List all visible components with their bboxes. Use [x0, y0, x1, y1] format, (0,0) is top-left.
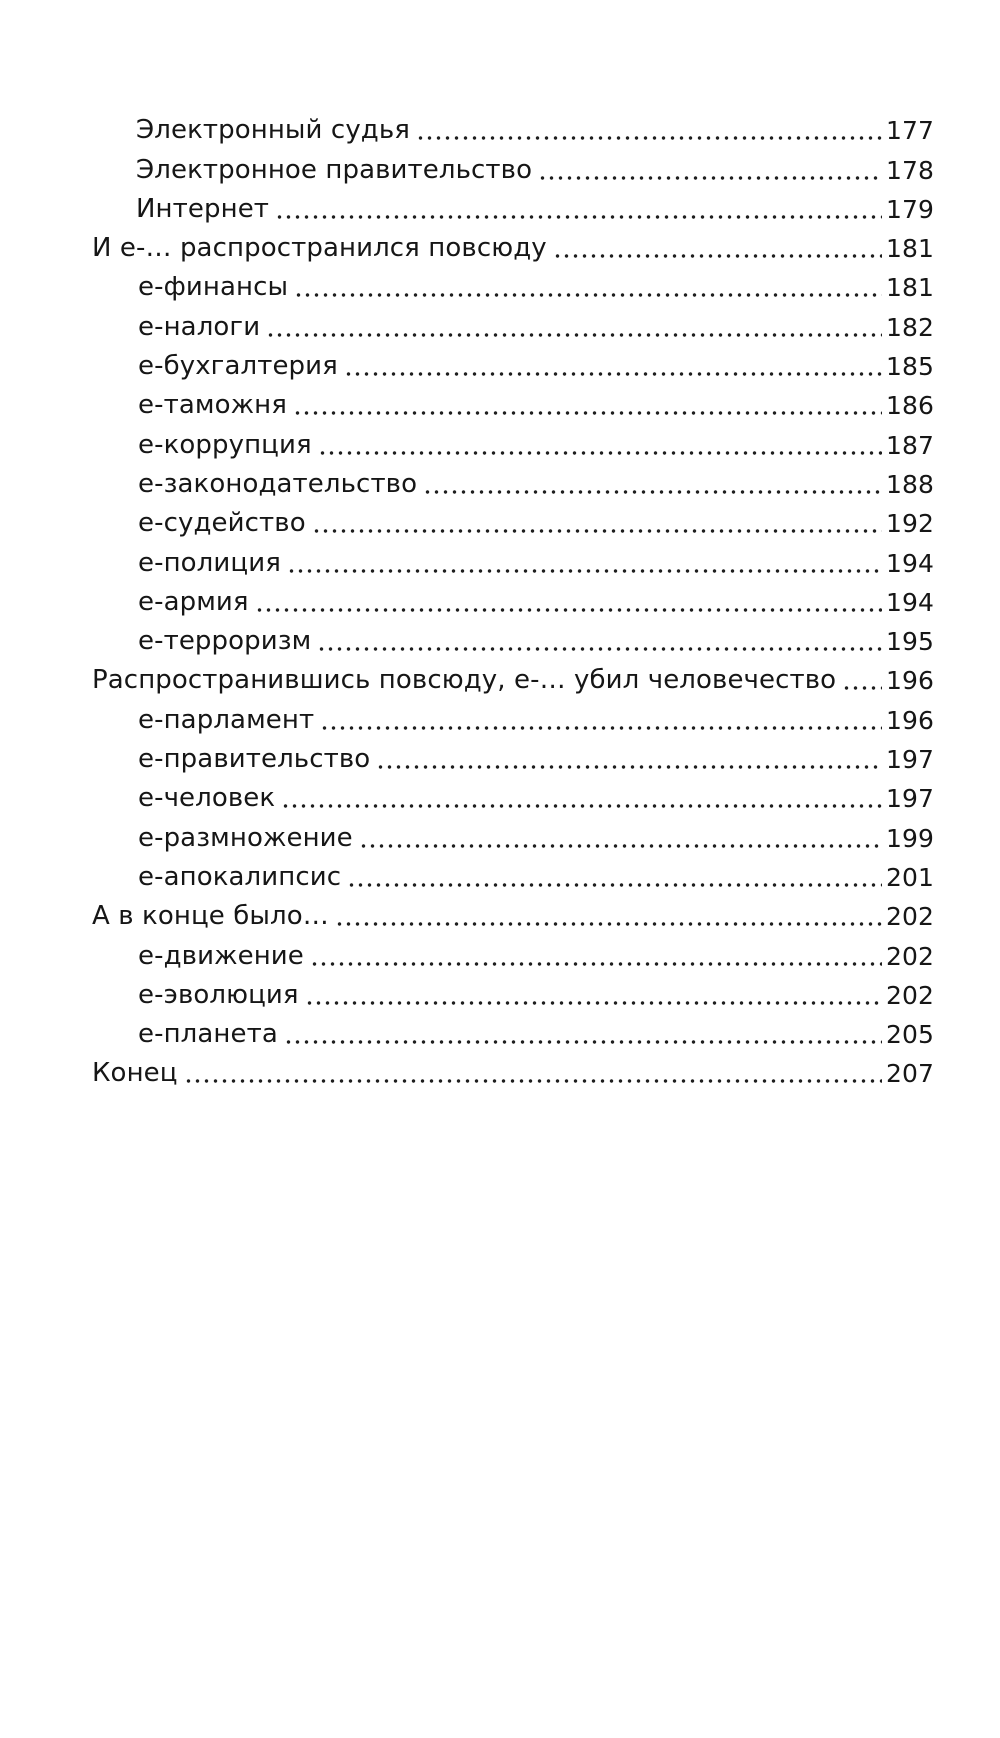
toc-entry-title: е-судейство: [138, 508, 306, 539]
dot-leader: [275, 194, 882, 220]
dot-leader: [318, 430, 882, 456]
toc-chapter-title: И е-… распространился повсюду: [92, 233, 547, 264]
dot-leader: [284, 1019, 882, 1045]
toc-entry[interactable]: [92, 693, 934, 735]
toc-entry-page: 205: [885, 1020, 934, 1050]
toc-chapter-page: 181: [885, 234, 934, 264]
toc-entry[interactable]: [92, 1008, 934, 1050]
dot-leader: [842, 665, 882, 691]
dot-leader: [305, 980, 882, 1006]
toc-entry-page: 197: [885, 745, 934, 775]
toc-chapter-page: 207: [885, 1059, 934, 1089]
toc-chapter-title: Конец: [92, 1058, 178, 1089]
toc-entry-page: 192: [885, 509, 934, 539]
toc-entry[interactable]: [92, 497, 934, 539]
dot-leader: [310, 941, 882, 967]
dot-leader: [376, 744, 882, 770]
toc-entry-title: е-армия: [138, 586, 249, 617]
toc-entry-title: е-полиция: [138, 547, 281, 578]
toc-entry-title: е-финансы: [138, 272, 289, 303]
toc-chapter-title: А в конце было…: [92, 901, 329, 932]
toc-entry-title: е-правительство: [138, 744, 371, 775]
toc-entry-page: 178: [885, 155, 934, 185]
toc-entry[interactable]: [92, 183, 934, 222]
dot-leader: [320, 705, 882, 731]
toc-entry-page: 194: [885, 587, 934, 617]
toc-entry[interactable]: [92, 379, 934, 421]
toc-entry-page: 181: [885, 273, 934, 303]
dot-leader: [359, 823, 882, 849]
toc-entry-page: 186: [885, 391, 934, 421]
toc-entry[interactable]: [92, 104, 934, 146]
toc-entry[interactable]: [92, 851, 934, 890]
toc-entry-title: е-парламент: [138, 704, 315, 735]
toc-entry-title: е-размножение: [138, 822, 353, 853]
table-of-contents: [92, 104, 934, 1089]
toc-entry-title: е-движение: [138, 940, 304, 971]
toc-chapter[interactable]: [92, 222, 934, 264]
toc-entry[interactable]: [92, 811, 934, 853]
toc-entry-title: е-налоги: [138, 311, 261, 342]
toc-entry-page: 187: [885, 430, 934, 460]
dot-leader: [294, 272, 882, 298]
toc-entry[interactable]: [92, 300, 934, 342]
toc-entry-title: е-эволюция: [138, 979, 299, 1010]
dot-leader: [416, 115, 882, 141]
toc-entry[interactable]: [92, 340, 934, 382]
dot-leader: [335, 901, 882, 927]
toc-chapter-title: Распространившись повсюду, е-… убил человечество: [92, 665, 837, 696]
toc-entry-page: 195: [885, 627, 934, 657]
dot-leader: [287, 548, 882, 574]
toc-entry-title: е-бухгалтерия: [138, 351, 338, 382]
toc-chapter[interactable]: [92, 1047, 934, 1089]
toc-entry[interactable]: [92, 143, 934, 185]
toc-entry-page: 182: [885, 312, 934, 342]
toc-entry-title: Электронное правительство: [136, 154, 533, 185]
toc-chapter-page: 196: [885, 666, 934, 696]
toc-entry-page: 185: [885, 352, 934, 382]
toc-entry-title: е-апокалипсис: [138, 861, 342, 892]
dot-leader: [553, 233, 882, 259]
toc-entry-title: е-человек: [138, 783, 276, 814]
dot-leader: [293, 390, 882, 416]
toc-entry[interactable]: [92, 772, 934, 814]
toc-entry[interactable]: [92, 418, 934, 460]
toc-entry-page: 197: [885, 784, 934, 814]
dot-leader: [255, 587, 882, 613]
toc-entry[interactable]: [92, 733, 934, 775]
dot-leader: [281, 783, 882, 809]
toc-chapter[interactable]: [92, 890, 934, 932]
toc-entry-title: Электронный судья: [136, 115, 411, 146]
dot-leader: [347, 862, 882, 888]
dot-leader: [312, 508, 882, 534]
toc-entry[interactable]: [92, 969, 934, 1008]
toc-entry-title: е-терроризм: [138, 626, 312, 657]
toc-entry-page: 202: [885, 941, 934, 971]
toc-entry-title: е-таможня: [138, 390, 287, 421]
toc-entry[interactable]: [92, 929, 934, 971]
toc-entry[interactable]: [92, 576, 934, 615]
toc-entry[interactable]: [92, 458, 934, 497]
toc-entry-page: 177: [885, 116, 934, 146]
toc-entry-title: е-коррупция: [138, 429, 312, 460]
dot-leader: [423, 469, 882, 495]
dot-leader: [538, 155, 882, 181]
toc-entry[interactable]: [92, 615, 934, 657]
toc-entry-page: 194: [885, 548, 934, 578]
toc-entry-page: 199: [885, 823, 934, 853]
toc-entry-page: 179: [885, 194, 934, 224]
toc-entry-page: 201: [885, 862, 934, 892]
toc-entry[interactable]: [92, 536, 934, 578]
toc-entry-page: 188: [885, 469, 934, 499]
toc-entry-page: 202: [885, 980, 934, 1010]
toc-chapter-page: 202: [885, 902, 934, 932]
toc-entry-title: е-планета: [138, 1019, 278, 1050]
toc-chapter[interactable]: [92, 654, 934, 696]
dot-leader: [184, 1058, 882, 1084]
dot-leader: [317, 626, 882, 652]
dot-leader: [344, 351, 882, 377]
toc-entry-page: 196: [885, 705, 934, 735]
toc-entry-title: Интернет: [136, 193, 270, 224]
toc-entry-title: е-законодательство: [138, 468, 418, 499]
toc-entry[interactable]: [92, 261, 934, 303]
dot-leader: [266, 312, 882, 338]
